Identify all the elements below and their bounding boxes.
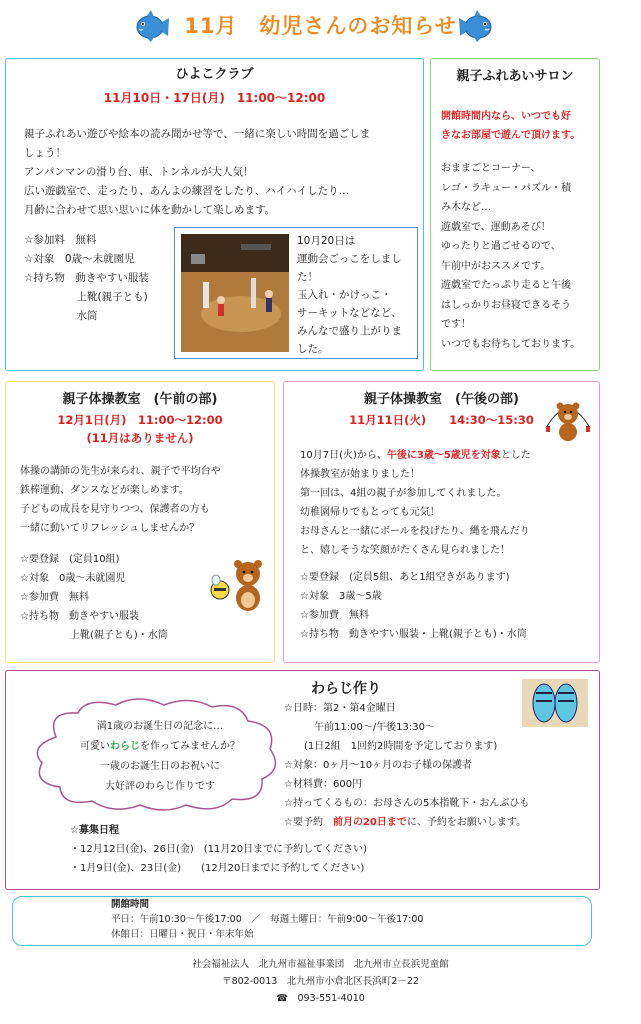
body-line: おままごとコーナー、 <box>441 163 541 174</box>
detail-line: 水筒 <box>24 310 98 322</box>
hiyoko-body <box>24 125 419 220</box>
sports-day-photo <box>181 234 289 352</box>
photo-caption <box>297 232 417 358</box>
info-line: ☆対象：0ヶ月〜10ヶ月のお子様の保護者 <box>284 760 473 771</box>
schedule-line: ・1月9日(金)、23日(金) (12月20日までに予約してください) <box>70 863 365 874</box>
body-line: レゴ・ラキュー・パズル・積 <box>441 182 571 194</box>
salon-section <box>430 58 600 371</box>
caption-line: みんなで盛り上がりま <box>297 325 402 337</box>
detail-line: ☆持ち物 動きやすい服装 <box>20 611 139 622</box>
info-line: ☆持ってくるもの：お母さんの5本指靴下・おんぶひも <box>284 798 530 809</box>
body-line: はしっかりお昼寝できるそう <box>441 299 571 311</box>
waraji-title: わらじ作り <box>311 681 381 697</box>
cloud-text-part: を作ってみませんか？ <box>140 741 240 752</box>
footer-tel: ☎ 093-551-4010 <box>276 993 365 1004</box>
taiso-am-section <box>5 381 275 663</box>
reserve-text: ☆要予約 <box>284 817 333 828</box>
opening-hours-box <box>12 896 592 946</box>
hiyoko-club-section <box>5 58 424 371</box>
hiyoko-date: 11月10日・17日(月) 11:00〜12:00 <box>103 91 326 105</box>
detail-line: ☆要登録 (定員5組、あと1組空きがあります) <box>300 572 510 583</box>
taiso-am-body <box>20 462 274 538</box>
waraji-info <box>284 699 596 832</box>
taiso-pm-body <box>300 446 596 560</box>
caption-line: 玉入れ・かけっこ・ <box>297 289 392 301</box>
taiso-am-note: (11月はありません) <box>86 431 194 445</box>
taiso-am-details <box>20 550 168 645</box>
taiso-am-title: 親子体操教室 (午前の部) <box>62 392 218 407</box>
detail-line: ☆対象 3歳〜5歳 <box>300 591 382 602</box>
body-line: お母さんと一緒にボールを投げたり、縄を飛んだり <box>300 526 530 537</box>
caption-line: た！ <box>297 271 318 283</box>
body-line: アンパンマンの滑り台、車、トンネルが大人気！ <box>24 166 254 178</box>
detail-line: ☆持ち物 動きやすい服装 <box>24 272 149 284</box>
detail-line: ☆参加費 無料 <box>300 610 369 621</box>
body-line: 遊戯室でたっぷり走ると午後 <box>441 280 571 291</box>
caption-line: サーキットなどなど、 <box>297 307 402 319</box>
footer-org: 社会福祉法人 北九州市福祉事業団 北九州市立長浜児童館 <box>192 959 449 970</box>
schedule-line: ・12月12日(金)、26日(金) (11月20日までに予約してください) <box>70 844 368 855</box>
taiso-am-date: 12月1日(月) 11:00〜12:00 <box>57 413 223 427</box>
detail-line: 上靴(親子とも) <box>24 291 148 303</box>
body-line: と、嬉しそうな笑顔がたくさん見られました！ <box>300 545 510 556</box>
footer <box>0 956 641 1007</box>
cloud-line: 一歳のお誕生日のお祝いに <box>100 761 220 772</box>
hiyoko-title: ひよこクラブ <box>175 67 254 82</box>
reserve-highlight: 前月の20日まで <box>332 817 407 828</box>
detail-line: ☆要登録 (定員10組) <box>20 554 120 565</box>
cloud-text-part: 可愛い <box>80 741 110 752</box>
highlight-line: 開館時間内なら、いつでも好 <box>441 111 571 122</box>
cloud-highlight: わらじ <box>110 741 140 752</box>
body-line: 広い遊戯室で、走ったり、あんよの練習をしたり、ハイハイしたり… <box>24 185 350 197</box>
body-line: です！ <box>441 319 471 330</box>
taiso-pm-date: 11月11日(火) 14:30〜15:30 <box>349 413 534 427</box>
salon-highlight <box>441 107 597 145</box>
body-line: 午前中がおススメです。 <box>441 260 551 272</box>
body-line: 鉄棒運動、ダンスなどが楽しめます。 <box>20 485 189 496</box>
body-line: ゆったりと過ごせるので、 <box>441 241 561 252</box>
photo-frame <box>174 227 418 359</box>
body-line: 一緒に動いてリフレッシュしませんか？ <box>20 523 200 534</box>
cloud-line: 大好評のわらじ作りです <box>105 781 215 792</box>
caption-line: した。 <box>297 343 329 355</box>
body-line: 親子ふれあい遊びや絵本の読み聞かせ等で、一緒に楽しい時間を過ごしま <box>24 128 371 140</box>
caption-line: 10月20日は <box>297 235 356 247</box>
body-line: 月齢に合わせて思い思いに体を動かして楽しめます。 <box>24 204 276 216</box>
detail-line: ☆対象 0歳〜未就園児 <box>20 573 126 584</box>
hiyoko-details <box>24 231 149 326</box>
caption-line: 運動会ごっこをしまし <box>297 253 402 265</box>
sunfish-icon <box>458 10 496 42</box>
hours-title: 開館時間 <box>111 899 150 910</box>
body-line: いつでもお待ちしております。 <box>441 338 581 350</box>
body-line: 第一回は、4組の親子が参加してくれました。 <box>300 488 507 499</box>
taiso-pm-title: 親子体操教室 (午後の部) <box>364 392 519 407</box>
waraji-schedule <box>70 821 590 878</box>
detail-line: ☆参加費 無料 <box>20 592 89 603</box>
body-line: しょう！ <box>24 147 66 159</box>
detail-line: ☆持ち物 動きやすい服装・上靴(親子とも)・水筒 <box>300 629 527 640</box>
intro-line <box>300 446 596 465</box>
detail-line: 上靴(親子とも)・水筒 <box>20 630 168 641</box>
bear-and-bee-icon <box>206 558 270 614</box>
cloud-text <box>50 717 270 797</box>
footer-address: 〒802-0013 北九州市小倉北区長浜町2－22 <box>222 976 419 987</box>
cloud-line <box>50 737 270 757</box>
taiso-pm-details <box>300 568 596 644</box>
body-line: 遊戯室で、運動あそび！ <box>441 221 551 233</box>
body-line: み木など… <box>441 202 491 213</box>
schedule-title: ☆募集日程 <box>70 825 119 836</box>
info-line: ☆日時：第2・第4金曜日 <box>284 703 396 714</box>
closed-days: 休館日：日曜日・祝日・年末年始 <box>111 929 254 940</box>
page-title: 11月 幼児さんのお知らせ <box>184 14 457 38</box>
taiso-pm-section <box>283 381 600 663</box>
intro-text: とした <box>500 450 531 461</box>
body-line: 幼稚園帰りでもとっても元気！ <box>300 507 440 518</box>
intro-highlight: 午後に3歳〜5歳児を対象 <box>386 450 501 461</box>
body-line: 体操の講師の先生が来られ、親子で平均台や <box>20 466 221 477</box>
reserve-text: に、予約をお願いします。 <box>406 817 527 828</box>
waraji-section <box>5 670 600 890</box>
cloud-line: 満1歳のお誕生日の記念に… <box>96 721 224 732</box>
highlight-line: きなお部屋で遊んで頂けます。 <box>441 130 581 141</box>
detail-line: ☆対象 0歳〜未就園児 <box>24 253 135 265</box>
body-line: 子どもの成長を見守りつつ、保護者の方も <box>20 504 210 515</box>
hours-line: 平日：午前10:30〜午後17:00 ／ 毎週土曜日：午前9:00〜午後17:00 <box>111 914 424 925</box>
jump-rope-bear-icon <box>542 398 594 444</box>
detail-line: ☆参加料 無料 <box>24 234 97 246</box>
intro-text: 10月7日(火)から、 <box>300 450 387 461</box>
info-line: 午前11:00〜/午後13:30〜 <box>284 722 436 733</box>
salon-body <box>441 159 597 354</box>
body-line: 体操教室が始まりました！ <box>300 469 420 480</box>
info-line: (1日2組 1回約2時間を予定しております) <box>284 741 498 752</box>
salon-title: 親子ふれあいサロン <box>456 69 574 84</box>
info-line: ☆材料費：600円 <box>284 779 363 790</box>
